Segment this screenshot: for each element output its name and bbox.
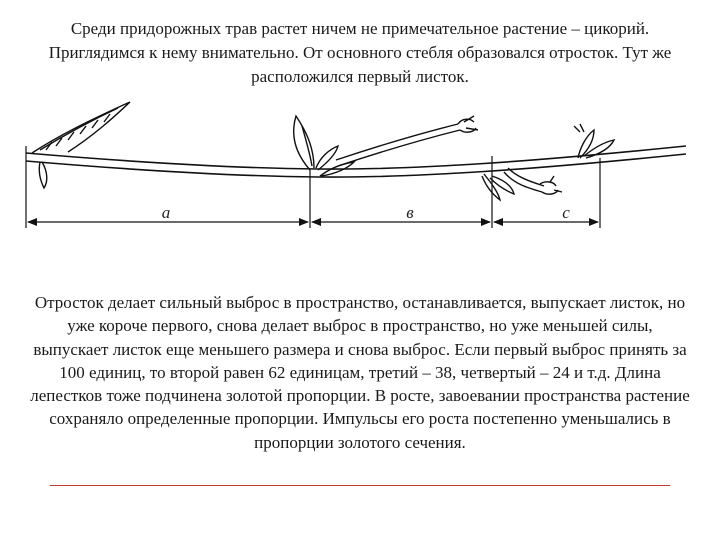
intro-paragraph: Среди придорожных трав растет ничем не примечательное растение – цикорий. Приглядимся к нему внимательно. От основного стебля образовался отросток. Тут же расположился первый листок. xyxy=(48,19,672,86)
first-leaf xyxy=(32,102,130,188)
body-paragraph: Отросток делает сильный выброс в пространство, останавливается, выпускает листок, но уже короче первого, снова делает выброс в пространство, но уже меньшей силы, выпускает листок еще меньшего размера и снова выброс. Если первый выброс принять за 100 единиц, то второй равен 62 единицам, третий – 38, четвертый – 24 и т.д. Длина лепестков тоже подчинена золотой пропорции. В росте, завоевании пространства растение сохраняло определенные пропорции. Импульсы его роста постепенно уменьшались в пропорции золотого сечения. xyxy=(30,293,690,452)
third-shoot xyxy=(482,168,562,200)
label-a: a xyxy=(161,203,171,222)
label-c: c xyxy=(562,203,570,222)
label-b: в xyxy=(406,203,414,222)
chicory-stem-diagram xyxy=(18,96,702,241)
divider-line xyxy=(50,485,670,486)
second-leaf xyxy=(294,116,354,176)
upper-shoot xyxy=(336,116,478,166)
